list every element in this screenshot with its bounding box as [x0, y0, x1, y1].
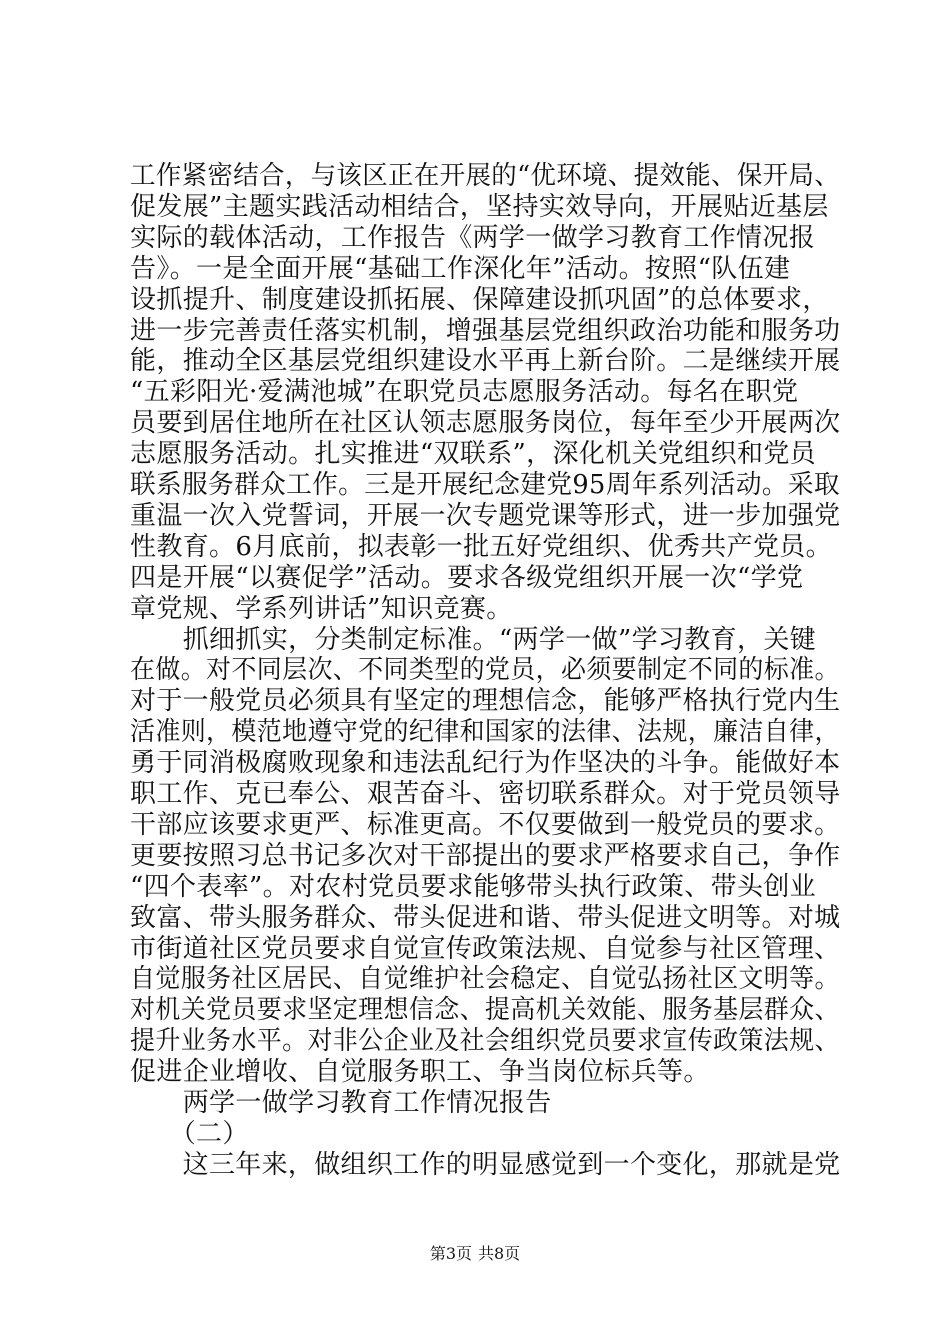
text-line: 提升业务水平。对非公企业及社会组织党员要求宣传政策法规、 — [130, 1026, 840, 1057]
text-line: 致富、带头服务群众、带头促进和谐、带头促进文明等。对城 — [130, 902, 841, 933]
text-line: 活准则，模范地遵守党的纪律和国家的法律、法规，廉洁自律， — [130, 717, 840, 748]
text-line: 能，推动全区基层党组织建设水平再上新台阶。二是继续开展 — [130, 346, 841, 377]
text-line: 勇于同消极腐败现象和违法乱纪行为作坚决的斗争。能做好本 — [130, 748, 841, 779]
text-line: 市街道社区党员要求自觉宣传政策法规、自觉参与社区管理、 — [130, 933, 841, 964]
text-line: 员要到居住地所在社区认领志愿服务岗位，每年至少开展两次 — [130, 408, 841, 439]
text-line: 工作紧密结合，与该区正在开展的“优环境、提效能、保开局、 — [130, 161, 841, 191]
text-line: 设抓提升、制度建设抓拓展、保障建设抓巩固”的总体要求， — [130, 284, 829, 315]
text-line: 对机关党员要求坚定理想信念、提高机关效能、服务基层群众、 — [130, 995, 840, 1026]
text-line: 联系服务群众工作。三是开展纪念建党95周年系列活动。采取 — [130, 470, 840, 500]
text-line: 更要按照习总书记多次对干部提出的要求严格要求自己，争作 — [130, 840, 841, 871]
text-line: 对于一般党员必须具有坚定的理想信念，能够严格执行党内生 — [130, 686, 841, 717]
text-line: 在做。对不同层次、不同类型的党员，必须要制定不同的标准。 — [130, 655, 840, 686]
text-line: 抓细抓实，分类制定标准。“两学一做”学习教育，关键 — [130, 624, 817, 655]
text-line: 进一步完善责任落实机制，增强基层党组织政治功能和服务功 — [130, 315, 841, 346]
page-total: 共8页 — [478, 1244, 521, 1263]
text-line: 性教育。6月底前，拟表彰一批五好党组织、优秀共产党员。 — [130, 531, 832, 562]
text-line: 两学一做学习教育工作情况报告 — [130, 1088, 552, 1118]
text-line: 志愿服务活动。扎实推进“双联系”，深化机关党组织和党员 — [130, 439, 817, 470]
text-line: 职工作、克已奉公、艰苦奋斗、密切联系群众。对于党员领导 — [130, 779, 841, 809]
text-line: 四是开展“以赛促学”活动。要求各级党组织开展一次“学党 — [130, 562, 804, 593]
text-line: “五彩阳光·爱满池城”在职党员志愿服务活动。每名在职党 — [130, 377, 799, 408]
text-line: 自觉服务社区居民、自觉维护社会稳定、自觉弘扬社区文明等。 — [130, 964, 840, 995]
text-line: 实际的载体活动，工作报告《两学一做学习教育工作情况报 — [130, 222, 816, 253]
text-line: 重温一次入党誓词，开展一次专题党课等形式，进一步加强党 — [130, 500, 841, 531]
page-footer — [0, 1243, 950, 1265]
text-line: 促进企业增收、自觉服务职工、争当岗位标兵等。 — [130, 1057, 710, 1088]
text-line: 章党规、学系列讲话”知识竞赛。 — [130, 593, 513, 624]
text-line: 促发展”主题实践活动相结合，坚持实效导向，开展贴近基层 — [130, 191, 829, 222]
text-line: 干部应该要求更严、标准更高。不仅要做到一般党员的要求。 — [130, 809, 841, 840]
page-number: 第3页 — [429, 1244, 472, 1263]
text-line: （二） — [130, 1118, 249, 1149]
text-line: 告》。一是全面开展“基础工作深化年”活动。按照“队伍建 — [130, 253, 791, 284]
text-line: “四个表率”。对农村党员要求能够带头执行政策、带头创业 — [130, 871, 817, 902]
text-line: 这三年来，做组织工作的明显感觉到一个变化，那就是党 — [130, 1149, 841, 1180]
